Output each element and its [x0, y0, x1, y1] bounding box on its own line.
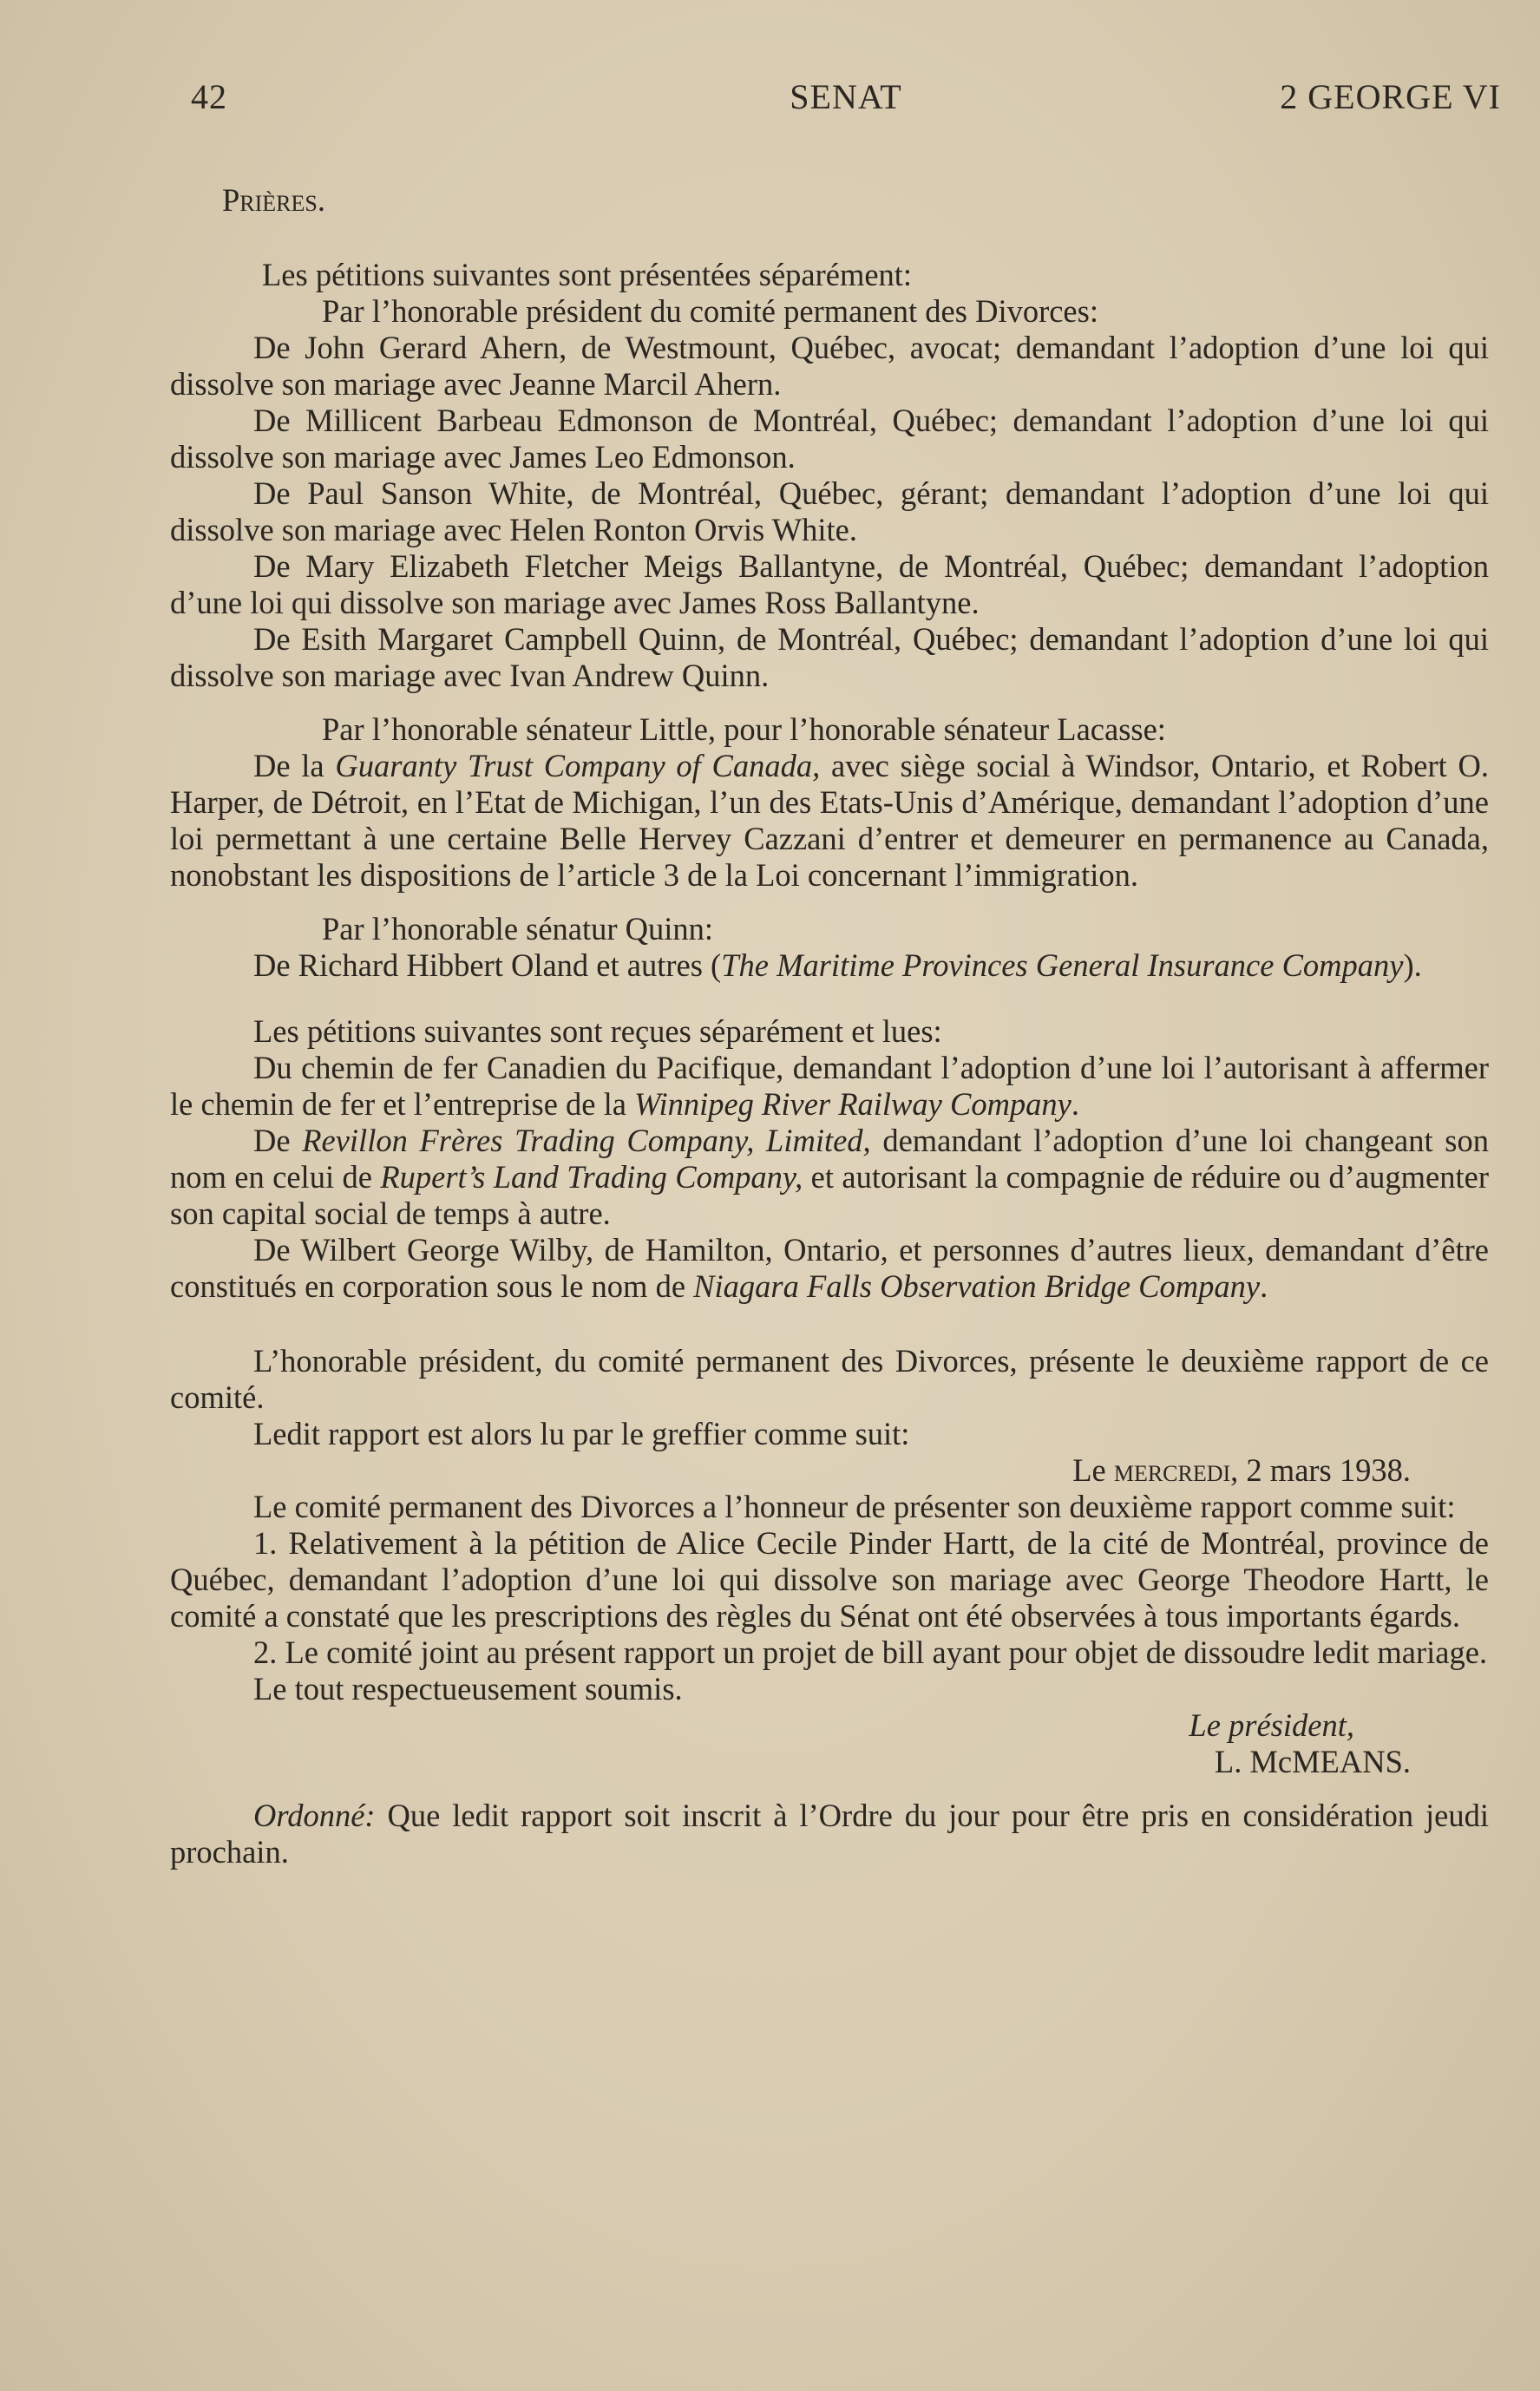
page-body	[170, 182, 1489, 1870]
order-paragraph: Ordonné: Que ledit rapport soit inscrit à l’Ordre du jour pour être pris en considération jeudi prochain.	[170, 1798, 1489, 1870]
petition-item: Du chemin de fer Canadien du Pacifique, demandant l’adoption d’une loi l’autorisant à affermer le chemin de fer et l’entreprise de la Winnipeg River Railway Company.	[170, 1050, 1489, 1122]
petition-item: De Mary Elizabeth Fletcher Meigs Ballantyne, de Montréal, Québec; demandant l’adoption d’une loi qui dissolve son mariage avec James Ross Ballantyne.	[170, 548, 1489, 620]
page-header	[191, 76, 1501, 120]
company-name: The Maritime Provinces General Insurance Company	[721, 947, 1404, 983]
petition-item: De Wilbert George Wilby, de Hamilton, Ontario, et personnes d’autres lieux, demandant d’être constitués en corporation sous le nom de Niagara Falls Observation Bridge Company.	[170, 1232, 1489, 1304]
report-closing: Le tout respectueusement soumis.	[253, 1671, 683, 1706]
petition-item: De Millicent Barbeau Edmonson de Montréal, Québec; demandant l’adoption d’une loi qui dissolve son mariage avec James Leo Edmonson.	[170, 403, 1489, 475]
petition-item: De Revillon Frères Trading Company, Limited, demandant l’adoption d’une loi changeant son nom en celui de Rupert’s Land Trading Company, et autorisant la compagnie de réduire ou d’augmenter son capital social de temps à autre.	[170, 1123, 1490, 1231]
petition-item: De John Gerard Ahern, de Westmount, Québec, avocat; demandant l’adoption d’une loi qui dissolve son mariage avec Jeanne Marcil Ahern.	[170, 330, 1489, 402]
section-prayers: Prières.	[222, 182, 325, 218]
company-name: Rupert’s Land Trading Company,	[380, 1159, 803, 1195]
signoff-name: L. McMEANS.	[1214, 1744, 1411, 1779]
company-name: Niagara Falls Observation Bridge Company	[693, 1268, 1261, 1304]
petitions-received-intro: Les pétitions suivantes sont reçues séparément et lues:	[253, 1013, 942, 1049]
company-name: Winnipeg River Railway Company	[634, 1086, 1071, 1122]
report-point-1: 1. Relativement à la pétition de Alice Cecile Pinder Hartt, de la cité de Montréal, province de Québec, demandant l’adoption d’une loi qui dissolve son mariage avec George Theodore Hartt, le comité a constaté que les prescriptions des règles du Sénat ont été observées à tous importants égards.	[170, 1525, 1489, 1634]
report-point-2: 2. Le comité joint au présent rapport un projet de bill ayant pour objet de dissoudre ledit mariage.	[253, 1634, 1488, 1670]
petition-item: De la Guaranty Trust Company of Canada, avec siège social à Windsor, Ontario, et Robert O. Harper, de Détroit, en l’Etat de Michigan, l’un des Etats-Unis d’Amérique, demandant l’adoption d’une loi permettant à une certaine Belle Hervey Cazzani d’entrer et demeurer en permanence au Canada, nonobstant les dispositions de l’article 3 de la Loi concernant l’immigration.	[170, 748, 1489, 893]
report-read: Ledit rapport est alors lu par le greffier comme suit:	[253, 1416, 910, 1451]
petition-group3-by: Par l’honorable sénatur Quinn:	[322, 911, 714, 947]
petition-item: De Richard Hibbert Oland et autres (The Maritime Provinces General Insurance Company).	[253, 947, 1422, 983]
signoff-title: Le président,	[1189, 1707, 1354, 1743]
report-intro: L’honorable président, du comité permanent des Divorces, présente le deuxième rapport de ce comité.	[170, 1343, 1489, 1415]
page-number: 42	[191, 77, 227, 116]
petition-item: De Paul Sanson White, de Montréal, Québec, gérant; demandant l’adoption d’une loi qui dissolve son mariage avec Helen Ronton Orvis White.	[170, 475, 1489, 547]
petitions-presented-intro: Les pétitions suivantes sont présentées séparément:	[262, 257, 913, 292]
report-date: Le mercredi, 2 mars 1938.	[1072, 1452, 1411, 1488]
header-title: SENAT	[790, 77, 902, 116]
petition-group1-by: Par l’honorable président du comité permanent des Divorces:	[322, 293, 1098, 329]
header-year: 2 GEORGE VI	[1280, 77, 1501, 116]
company-name: Revillon Frères Trading Company, Limited,	[302, 1123, 871, 1158]
order-label: Ordonné:	[253, 1798, 376, 1833]
petition-item: De Esith Margaret Campbell Quinn, de Montréal, Québec; demandant l’adoption d’une loi qui dissolve son mariage avec Ivan Andrew Quinn.	[170, 621, 1489, 693]
petition-group2-by: Par l’honorable sénateur Little, pour l’honorable sénateur Lacasse:	[322, 711, 1166, 747]
report-body-intro: Le comité permanent des Divorces a l’honneur de présenter son deuxième rapport comme suit:	[253, 1489, 1456, 1524]
company-name: Guaranty Trust Company of Canada,	[335, 748, 821, 783]
